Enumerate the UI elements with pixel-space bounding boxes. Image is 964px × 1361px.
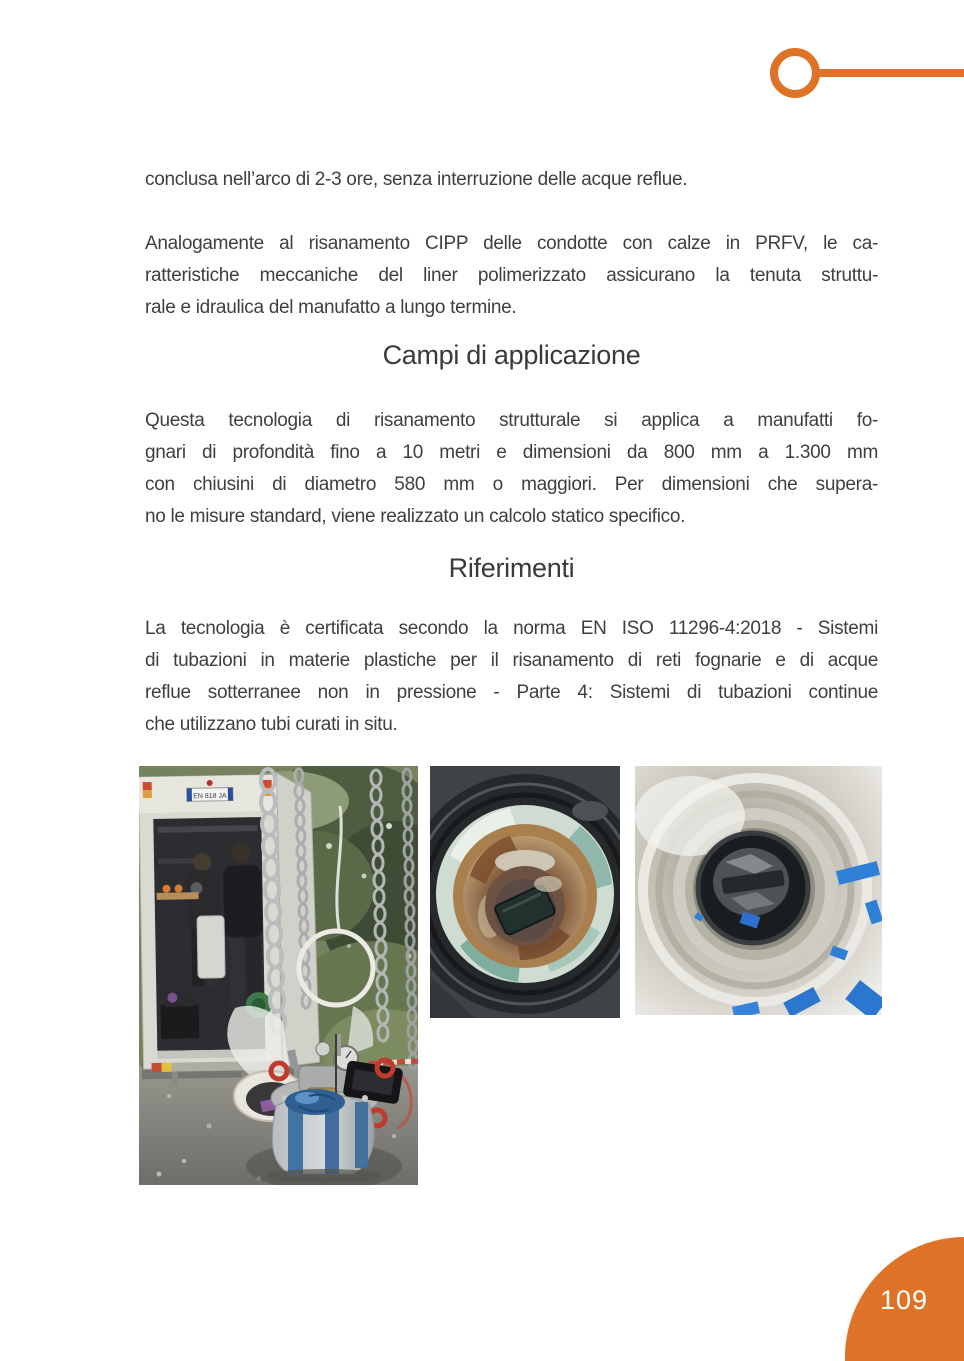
text-line: rale e idraulica del manufatto a lungo termine. <box>145 297 517 318</box>
text-line: reflue sotterranee non in pressione - Parte 4: Sistemi di tubazioni continue <box>145 682 878 703</box>
text-line: Analogamente al risanamento CIPP delle condotte con calze in PRFV, le ca- <box>145 233 878 254</box>
license-plate <box>187 788 233 802</box>
photo-worksite-illustration <box>139 766 418 1185</box>
page-number-badge <box>845 1237 964 1361</box>
photo-manhole-after-illustration <box>635 766 882 1015</box>
text-line: La tecnologia è certificata secondo la norma EN ISO 11296-4:2018 - Sistemi <box>145 618 878 639</box>
paragraph-campi <box>145 405 878 533</box>
svg-text:EN 818 JA: EN 818 JA <box>193 792 227 801</box>
decoration-rule <box>818 69 964 77</box>
text-line: ratteristiche meccaniche del liner polimerizzato assicurano la tenuta struttu- <box>145 265 878 286</box>
photo-worksite-truck-packer <box>139 766 418 1185</box>
text-line: gnari di profondità fino a 10 metri e dimensioni da 800 mm a 1.300 mm <box>145 442 878 463</box>
paragraph-riferimenti <box>145 613 878 741</box>
photo-manhole-before-illustration <box>430 766 620 1018</box>
text-line: di tubazioni in materie plastiche per il risanamento di reti fognarie e di acque <box>145 650 878 671</box>
photo-relined-manhole <box>635 766 882 1015</box>
page-number: 109 <box>880 1285 929 1315</box>
text-line: no le misure standard, viene realizzato un calcolo statico specifico. <box>145 506 686 527</box>
text-line: conclusa nell’arco di 2-3 ore, senza interruzione delle acque reflue. <box>145 169 688 190</box>
paragraph-cipp <box>145 228 878 324</box>
section-heading-riferimenti: Riferimenti <box>448 553 575 583</box>
circle-line-decoration-icon <box>770 48 820 98</box>
photo-corroded-manhole <box>430 766 620 1018</box>
section-heading-campi: Campi di applicazione <box>382 340 641 370</box>
text-line: Questa tecnologia di risanamento strutturale si applica a manufatti fo- <box>145 410 878 431</box>
text-line: che utilizzano tubi curati in situ. <box>145 714 398 735</box>
text-line: con chiusini di diametro 580 mm o maggiori. Per dimensioni che supera- <box>145 474 878 495</box>
shaft-opening <box>698 833 808 943</box>
crust-patch <box>534 876 562 892</box>
paragraph-intro <box>145 164 878 196</box>
